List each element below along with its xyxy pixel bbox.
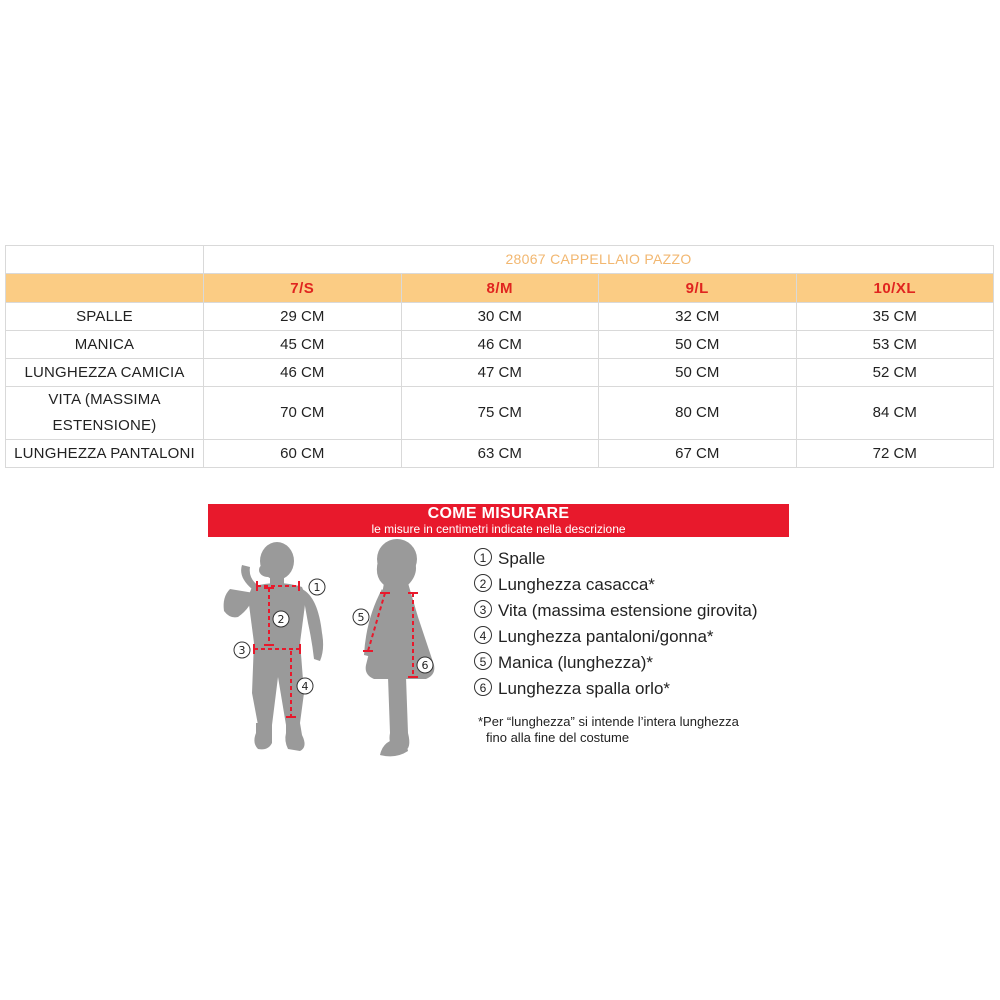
table-cell: 72 CM bbox=[796, 440, 994, 468]
table-cell: 47 CM bbox=[401, 359, 599, 387]
table-cell: 63 CM bbox=[401, 440, 599, 468]
row-label: LUNGHEZZA CAMICIA bbox=[6, 359, 204, 387]
table-cell: 67 CM bbox=[599, 440, 797, 468]
guide-title: COME MISURARE bbox=[427, 505, 570, 522]
legend-label: Lunghezza spalla orlo* bbox=[498, 679, 671, 698]
table-cell: 53 CM bbox=[796, 331, 994, 359]
legend-item bbox=[474, 676, 758, 702]
marker-6 bbox=[417, 657, 433, 673]
child-silhouettes-illustration bbox=[208, 537, 468, 764]
table-cell: 30 CM bbox=[401, 303, 599, 331]
table-corner-cell bbox=[6, 246, 204, 274]
table-cell: 35 CM bbox=[796, 303, 994, 331]
svg-text:2: 2 bbox=[277, 613, 285, 626]
legend-number: 3 bbox=[474, 600, 492, 618]
table-cell: 32 CM bbox=[599, 303, 797, 331]
legend-label: Vita (massima estensione girovita) bbox=[498, 601, 758, 620]
table-row bbox=[6, 387, 994, 440]
legend-item bbox=[474, 546, 758, 572]
table-cell: 50 CM bbox=[599, 331, 797, 359]
svg-text:4: 4 bbox=[301, 680, 309, 693]
svg-text:6: 6 bbox=[421, 659, 429, 672]
row-label: LUNGHEZZA PANTALONI bbox=[6, 440, 204, 468]
table-cell: 46 CM bbox=[401, 331, 599, 359]
legend-number: 1 bbox=[474, 548, 492, 566]
size-header: 8/M bbox=[401, 274, 599, 303]
footnote-line: fino alla fine del costume bbox=[486, 730, 630, 745]
table-row bbox=[6, 303, 994, 331]
svg-text:5: 5 bbox=[357, 611, 365, 624]
marker-1 bbox=[309, 579, 325, 595]
table-cell: 29 CM bbox=[204, 303, 402, 331]
legend-number: 6 bbox=[474, 678, 492, 696]
svg-text:3: 3 bbox=[238, 644, 246, 657]
size-table bbox=[5, 245, 994, 468]
product-title: 28067 CAPPELLAIO PAZZO bbox=[204, 246, 994, 274]
size-header: 10/XL bbox=[796, 274, 994, 303]
row-label: VITA (MASSIMA ESTENSIONE) bbox=[6, 387, 204, 440]
marker-4 bbox=[297, 678, 313, 694]
size-header-blank bbox=[6, 274, 204, 303]
legend-label: Manica (lunghezza)* bbox=[498, 653, 653, 672]
legend-label: Lunghezza casacca* bbox=[498, 575, 655, 594]
girl-silhouette bbox=[364, 539, 434, 756]
footnote-line: *Per “lunghezza” si intende l’intera lunghezza bbox=[478, 714, 739, 729]
guide-subtitle: le misure in centimetri indicate nella descrizione bbox=[371, 522, 626, 536]
svg-text:1: 1 bbox=[313, 581, 321, 594]
table-cell: 84 CM bbox=[796, 387, 994, 440]
footnote bbox=[478, 714, 798, 746]
table-cell: 52 CM bbox=[796, 359, 994, 387]
measuring-guide bbox=[208, 504, 789, 764]
row-label: SPALLE bbox=[6, 303, 204, 331]
table-cell: 70 CM bbox=[204, 387, 402, 440]
marker-3 bbox=[234, 642, 250, 658]
size-header: 7/S bbox=[204, 274, 402, 303]
legend-number: 4 bbox=[474, 626, 492, 644]
table-cell: 46 CM bbox=[204, 359, 402, 387]
size-header: 9/L bbox=[599, 274, 797, 303]
table-row bbox=[6, 440, 994, 468]
size-header-row bbox=[6, 274, 994, 303]
marker-5 bbox=[353, 609, 369, 625]
table-cell: 45 CM bbox=[204, 331, 402, 359]
legend-item bbox=[474, 624, 758, 650]
legend-number: 5 bbox=[474, 652, 492, 670]
legend-item bbox=[474, 572, 758, 598]
table-row bbox=[6, 359, 994, 387]
table-cell: 75 CM bbox=[401, 387, 599, 440]
marker-2 bbox=[273, 611, 289, 627]
table-cell: 50 CM bbox=[599, 359, 797, 387]
legend-item bbox=[474, 650, 758, 676]
row-label: MANICA bbox=[6, 331, 204, 359]
legend-label: Lunghezza pantaloni/gonna* bbox=[498, 627, 714, 646]
table-row bbox=[6, 331, 994, 359]
legend-number: 2 bbox=[474, 574, 492, 592]
guide-banner bbox=[208, 504, 789, 537]
measure-legend bbox=[474, 546, 758, 702]
table-cell: 60 CM bbox=[204, 440, 402, 468]
table-cell: 80 CM bbox=[599, 387, 797, 440]
table-title-row bbox=[6, 246, 994, 274]
legend-label: Spalle bbox=[498, 549, 546, 568]
legend-item bbox=[474, 598, 758, 624]
